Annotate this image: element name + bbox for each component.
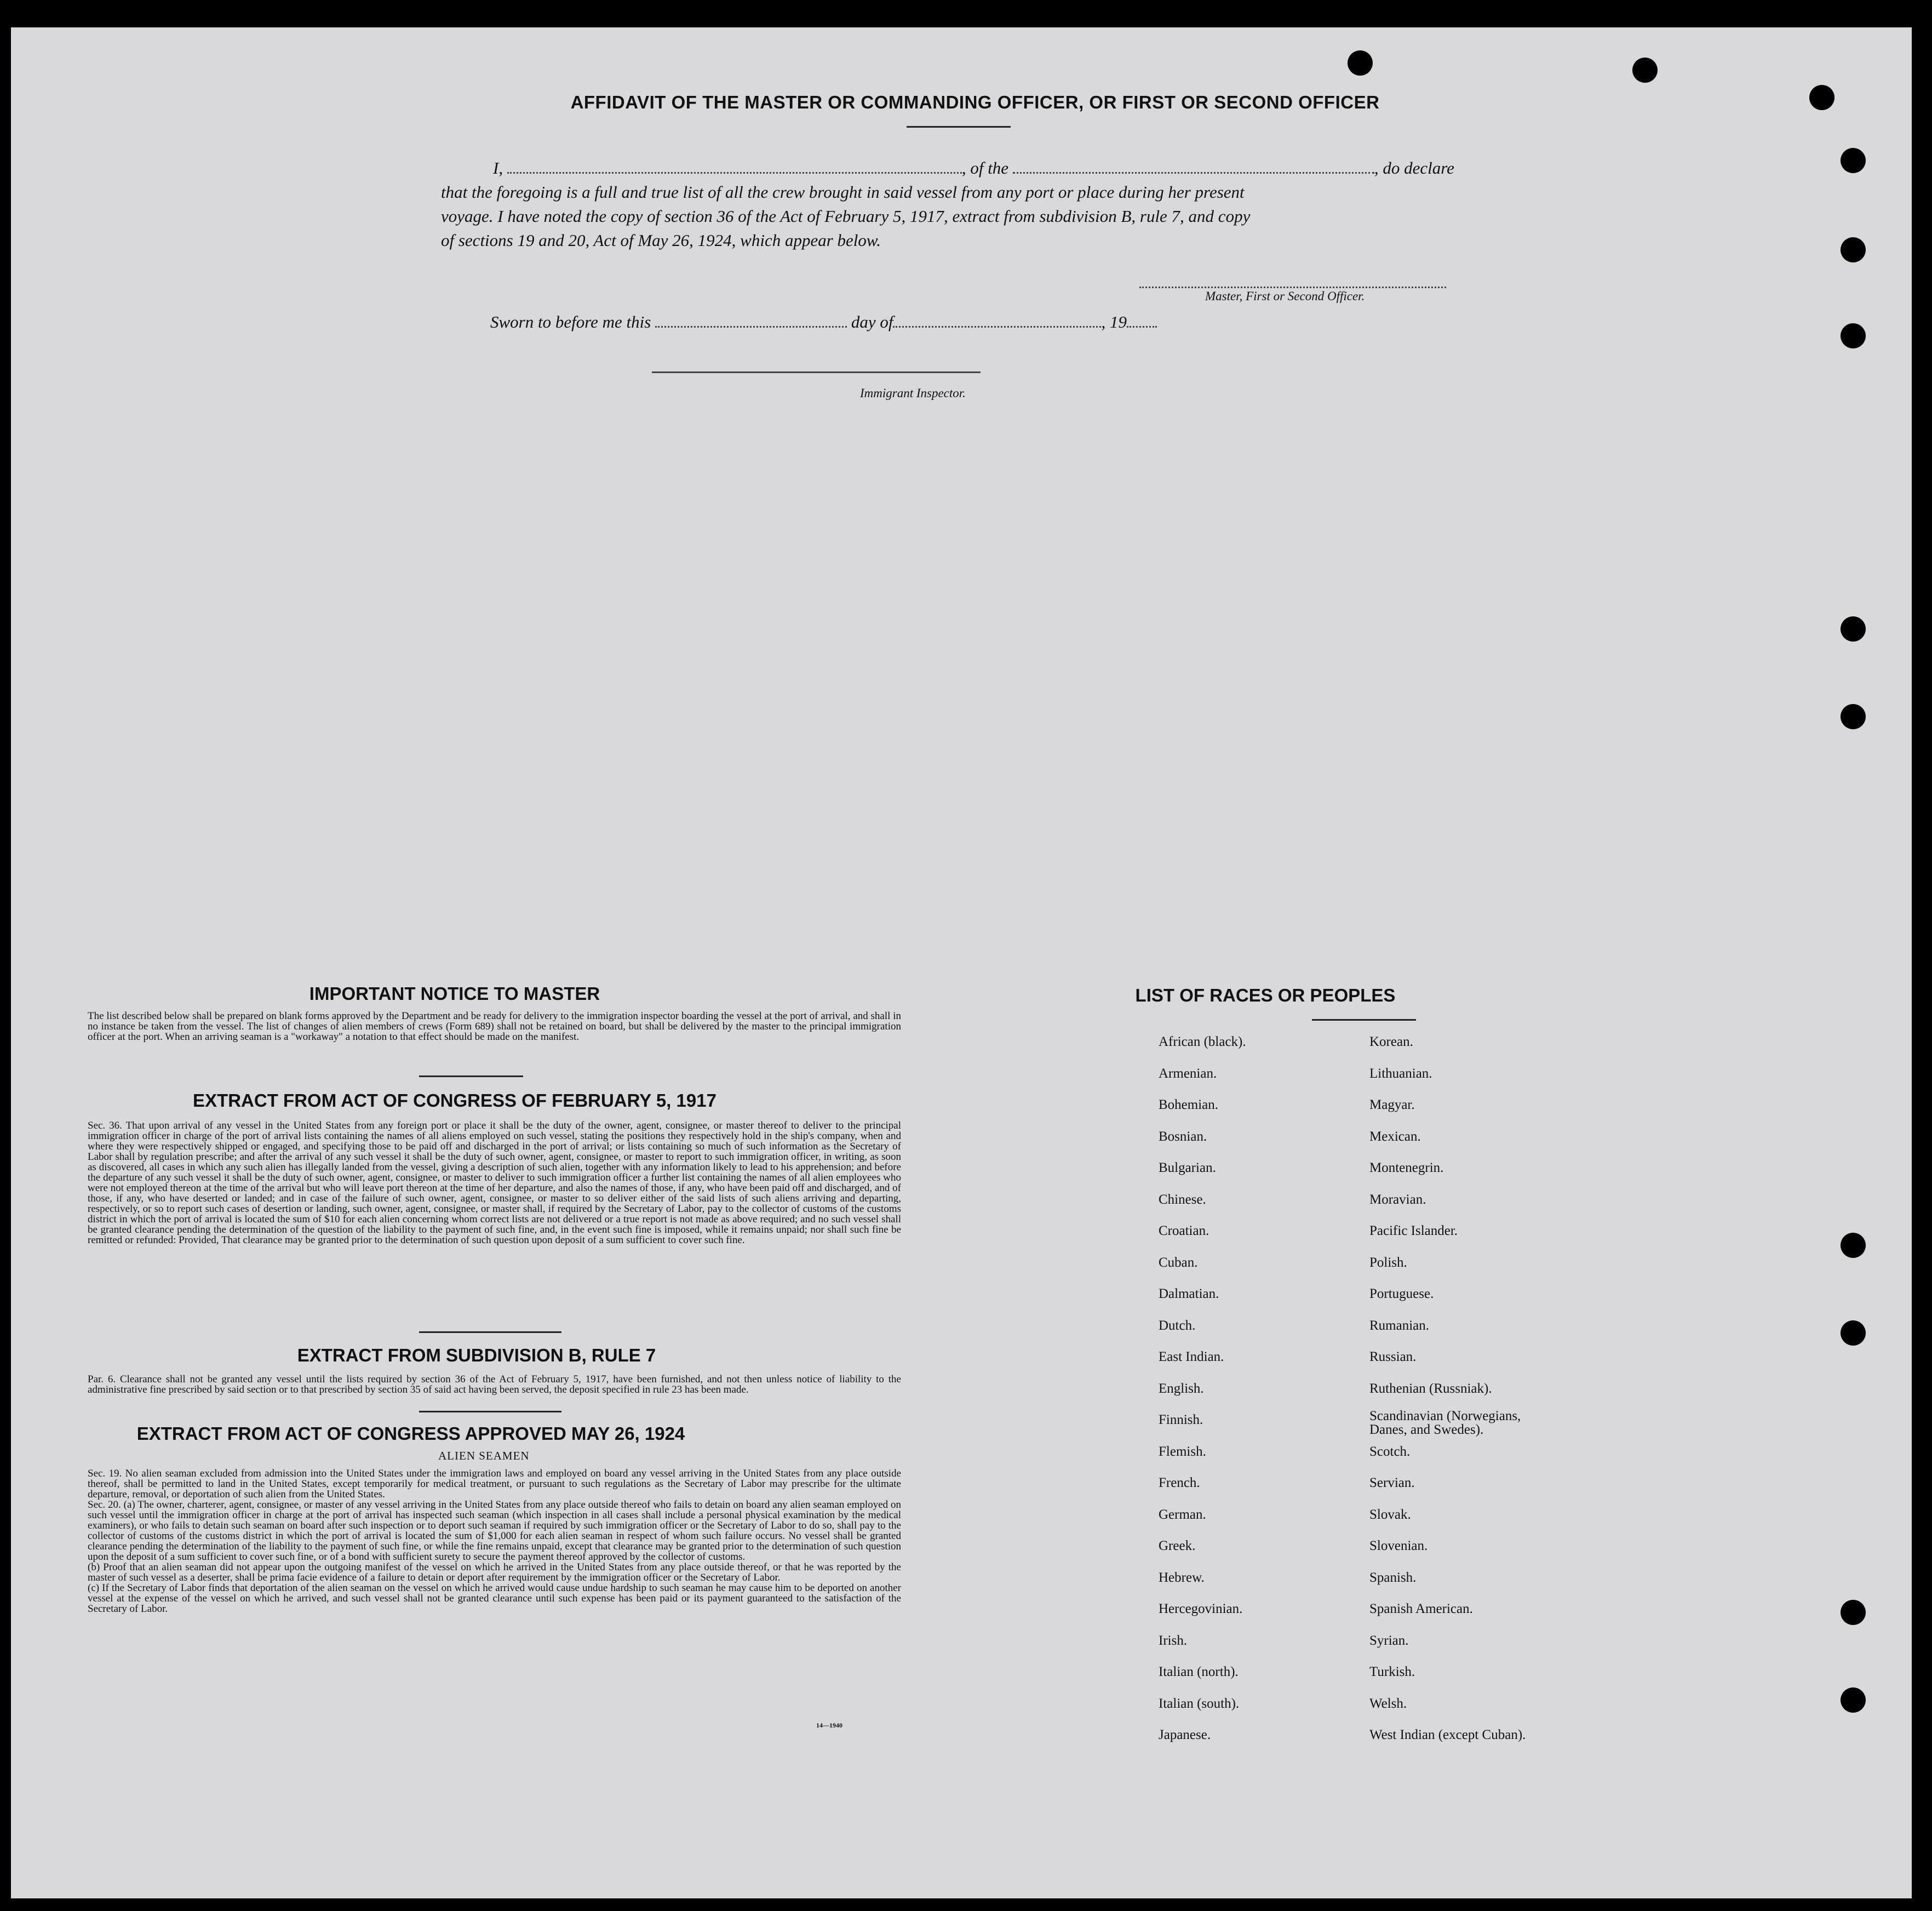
- race-item: Greek.: [1159, 1538, 1196, 1553]
- extract-1917-title: EXTRACT FROM ACT OF CONGRESS OF FEBRUARY 5, 1917: [193, 1090, 716, 1111]
- race-item: Magyar.: [1369, 1097, 1415, 1112]
- race-item: Scotch.: [1369, 1444, 1411, 1459]
- race-item: Hercegovinian.: [1159, 1601, 1243, 1616]
- extract-1924-text: Sec. 19. No alien seaman excluded from admission into the United States under the immigration laws and employed on board any vessel arriving in the United States from any place outside thereof, shall be permitted to land in the United States, except temporarily for medical treatment, or pursuant to such regulations as the Secretary of Labor may prescribe for the ultimate departure, removal, or deportation of such alien from the United States. Sec. 20. (a) The owner, charterer, agent, consignee, or master of any vessel arriving in the United States from any place outside thereof who fails to detain on board any alien seaman employed on such vessel until the immigration officer in charge at the port of arrival has inspected such seaman (which inspection in all cases shall include a personal physical examination by the medical examiners), or who fails to detain such seaman on board after such inspection or to deport such seaman if required by such immigration officer or the Secretary of Labor to do so, shall pay to the collector of customs of the customs district in which the port of arrival is located the sum of $1,000 for each alien seaman in respect of whom such failure occurs. No vessel shall be granted clearance pending the determination of the liability to the payment of such fine, or while the fine remains unpaid, except that clearance may be granted prior to the determination of such question upon the deposit of a sum sufficient to cover such fine, or of a bond with sufficient surety to secure the payment thereof approved by the collector of customs. (b) Proof that an alien seaman did not appear upon the outgoing manifest of the vessel on which he arrived in the United States from any place outside thereof, or that he was reported by the master of such vessel as a deserter, shall be prima facie evidence of a failure to detain or deport after requirement by the immigration officer or the Secretary of Labor. (c) If the Secretary of Labor finds that deportation of the alien seaman on the vessel on which he arrived would cause undue hardship to such seaman he may cause him to be deported on another vessel at the expense of the vessel on which he arrived, and such vessel shall not be granted clearance until such expense has been paid or its payment guaranteed to the satisfaction of the Secretary of Labor.: [88, 1468, 901, 1615]
- notice-title: IMPORTANT NOTICE TO MASTER: [309, 983, 600, 1004]
- alien-seamen-heading: ALIEN SEAMEN: [438, 1449, 530, 1462]
- extract-1917-text: Sec. 36. That upon arrival of any vessel in the United States from any foreign port or place it shall be the duty of the owner, agent, consignee, or master thereof to deliver to the principal immigration officer in charge of the port of arrival lists containing the names of all aliens employed on such vessel, stating the positions they respectively hold in the ship's company, when and where they were respectively shipped or engaged, and specifying those to be paid off and discharged in the port of arrival; or lists containing so much of such information as the Secretary of Labor shall by regulation prescribe; and after the arrival of any such vessel it shall be the duty of such owner, agent, consignee, or master to report to such immigration officer, in writing, as soon as discovered, all cases in which any such alien has illegally landed from the vessel, giving a description of such alien, together with any information likely to lead to his apprehension; and before the departure of any such vessel it shall be the duty of such owner, agent, consignee, or master to deliver to such immigration officer a further list containing the names of all alien employees who were not employed thereon at the time of the arrival but who will leave port thereon at the time of her departure, and also the names of those, if any, who have been paid off and discharged, and of those, if any, who have deserted or landed; and in case of the failure of such owner, agent, consignee, or master to so deliver either of the said lists of such aliens arriving and departing, respectively, or so to report such cases of desertion or landing, such owner, agent, consignee, or master shall, if required by the Secretary of Labor, pay to the collector of customs of the customs district in which the port of arrival is located the sum of $10 for each alien concerning whom correct lists are not delivered or a true report is not made as above required; and no such vessel shall be granted clearance pending the determination of the question of the liability to the payment of such fine, and, in the event such fine is imposed, while it remains unpaid; nor shall such fine be remitted or refunded: Provided, That clearance may be granted prior to the determination of such question upon deposit of a sum sufficient to cover such fine.: [88, 1120, 901, 1246]
- race-item: Pacific Islander.: [1369, 1223, 1458, 1238]
- race-item: Hebrew.: [1159, 1570, 1205, 1585]
- race-item: Scandinavian (Norwegians, Danes, and Swedes).: [1369, 1409, 1521, 1437]
- divider: [419, 1411, 561, 1412]
- year-blank[interactable]: [1127, 324, 1157, 328]
- race-item: Turkish.: [1369, 1664, 1415, 1679]
- affidavit-text: , of the: [961, 158, 1013, 178]
- race-item: Armenian.: [1159, 1066, 1217, 1081]
- race-item: Montenegrin.: [1369, 1160, 1444, 1175]
- race-item: Syrian.: [1369, 1633, 1409, 1648]
- punch-hole: [1841, 1600, 1866, 1625]
- race-item: Slovenian.: [1369, 1538, 1428, 1553]
- race-item: Spanish American.: [1369, 1601, 1473, 1616]
- divider: [419, 1331, 561, 1333]
- race-item: Spanish.: [1369, 1570, 1417, 1585]
- race-item: Japanese.: [1159, 1727, 1211, 1742]
- affidavit-text: I,: [493, 158, 507, 178]
- affidavit-text: of sections 19 and 20, Act of May 26, 1924, which appear below.: [441, 231, 881, 250]
- race-item: French.: [1159, 1475, 1200, 1490]
- race-item: Mexican.: [1369, 1129, 1421, 1144]
- notice-text: The list described below shall be prepared on blank forms approved by the Department and be ready for delivery to the immigration inspector boarding the vessel at the port of arrival, and shall in no instance be taken from the vessel. The list of changes of alien members of crews (Form 689) shall not be retained on board, but shall be delivered by the master to the principal immigration officer at the port. When an arriving seaman is a "workaway" a notation to that effect should be made on the manifest.: [88, 1010, 901, 1043]
- races-title: LIST OF RACES OR PEOPLES: [1135, 985, 1396, 1005]
- race-item: Cuban.: [1159, 1255, 1198, 1270]
- form-number: 14—1940: [816, 1721, 842, 1729]
- race-item: Irish.: [1159, 1633, 1188, 1648]
- race-item: Rumanian.: [1369, 1318, 1430, 1333]
- punch-hole: [1841, 323, 1866, 348]
- divider: [419, 1075, 523, 1077]
- sworn-line: Sworn to before me this day of , 19: [490, 312, 1157, 332]
- race-item: Slovak.: [1369, 1507, 1411, 1522]
- signature-caption: Master, First or Second Officer.: [1205, 289, 1365, 303]
- race-item: East Indian.: [1159, 1349, 1224, 1364]
- punch-hole: [1841, 616, 1866, 642]
- punch-hole: [1841, 148, 1866, 173]
- name-blank[interactable]: [507, 170, 962, 174]
- race-item: Portuguese.: [1369, 1286, 1434, 1301]
- race-item: Dutch.: [1159, 1318, 1196, 1333]
- punch-hole: [1841, 237, 1866, 262]
- race-item: Italian (north).: [1159, 1664, 1239, 1679]
- vessel-blank[interactable]: [1013, 170, 1374, 174]
- affidavit-text: voyage. I have noted the copy of section 36 of the Act of February 5, 1917, extract from subdivision B, rule 7, and copy: [441, 207, 1251, 226]
- race-item: Dalmatian.: [1159, 1286, 1219, 1301]
- rule7-text: Par. 6. Clearance shall not be granted any vessel until the lists required by section 36 of the Act of February 5, 1917, have been furnished, and not then unless notice of liability to the administrative fine prescribed by said section or to that prescribed by section 35 of said act having been served, the deposit specified in rule 23 has been made.: [88, 1374, 901, 1395]
- race-item: Welsh.: [1369, 1696, 1407, 1711]
- race-item: Moravian.: [1369, 1192, 1426, 1207]
- inspector-signature-line[interactable]: [652, 371, 981, 373]
- rule7-title: EXTRACT FROM SUBDIVISION B, RULE 7: [297, 1345, 656, 1365]
- race-item: Flemish.: [1159, 1444, 1206, 1459]
- divider: [1312, 1019, 1416, 1021]
- punch-hole: [1841, 1320, 1866, 1346]
- divider: [907, 126, 1011, 128]
- race-item: Bulgarian.: [1159, 1160, 1216, 1175]
- punch-hole: [1841, 1233, 1866, 1258]
- affidavit-title: AFFIDAVIT OF THE MASTER OR COMMANDING OFFICER, OR FIRST OR SECOND OFFICER: [570, 92, 1380, 112]
- affidavit-text: , do declare: [1374, 158, 1454, 178]
- month-blank[interactable]: [893, 324, 1101, 328]
- document-page: [11, 27, 1912, 1898]
- race-item: Bohemian.: [1159, 1097, 1219, 1112]
- inspector-caption: Immigrant Inspector.: [860, 386, 966, 400]
- signature-line[interactable]: [1139, 287, 1446, 288]
- race-item: Polish.: [1369, 1255, 1407, 1270]
- extract-1924-title: EXTRACT FROM ACT OF CONGRESS APPROVED MAY 26, 1924: [136, 1423, 685, 1444]
- race-item: Ruthenian (Russniak).: [1369, 1381, 1492, 1396]
- race-item: Croatian.: [1159, 1223, 1209, 1238]
- race-item: German.: [1159, 1507, 1206, 1522]
- race-item: Bosnian.: [1159, 1129, 1207, 1144]
- race-item: African (black).: [1159, 1034, 1246, 1049]
- punch-hole: [1841, 704, 1866, 729]
- race-item: Russian.: [1369, 1349, 1417, 1364]
- affidavit-text: that the foregoing is a full and true list of all the crew brought in said vessel from any port or place during her present: [441, 182, 1245, 202]
- race-item: West Indian (except Cuban).: [1369, 1727, 1526, 1742]
- race-item: Italian (south).: [1159, 1696, 1240, 1711]
- punch-hole: [1348, 50, 1373, 76]
- race-item: Chinese.: [1159, 1192, 1206, 1207]
- race-item: Lithuanian.: [1369, 1066, 1432, 1081]
- affidavit-body: [441, 156, 1493, 253]
- race-item: Finnish.: [1159, 1412, 1203, 1427]
- punch-hole: [1841, 1687, 1866, 1713]
- race-item: English.: [1159, 1381, 1204, 1396]
- race-item: Korean.: [1369, 1034, 1413, 1049]
- punch-hole: [1809, 85, 1834, 110]
- race-item: Servian.: [1369, 1475, 1415, 1490]
- day-blank[interactable]: [655, 324, 847, 328]
- punch-hole: [1632, 58, 1658, 83]
